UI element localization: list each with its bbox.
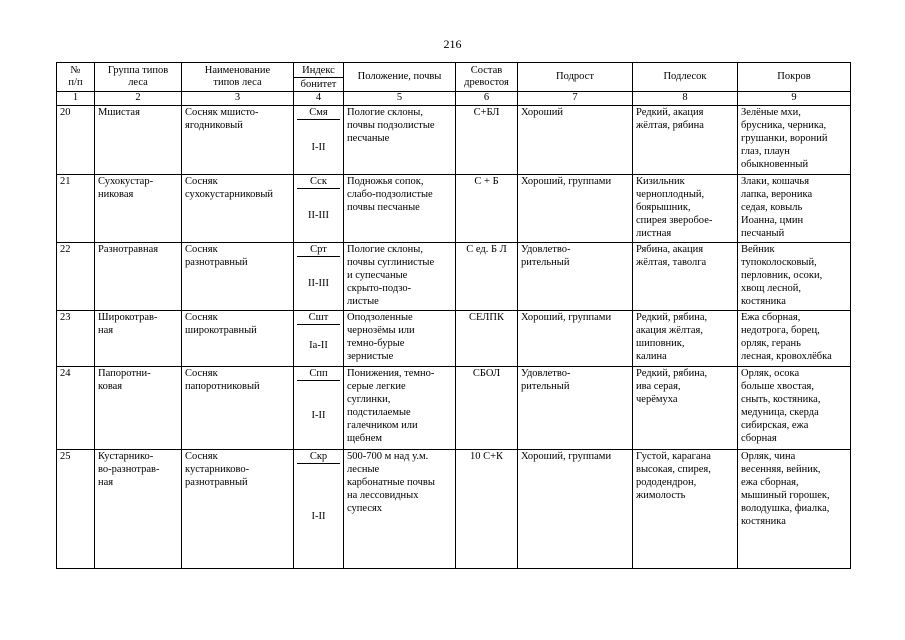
column-number: 3 (182, 92, 294, 106)
composition-cell: С + Б (456, 175, 518, 243)
index-bonitet-cell (294, 367, 344, 450)
underwood-cell: Редкий, рябина, ива серая, черёмуха (633, 367, 738, 450)
table-header-row (57, 63, 851, 92)
undergrowth-cell: Удовлетво- рительный (518, 367, 633, 450)
index-bonitet-cell (294, 311, 344, 367)
header-bonitet: бонитет (294, 77, 343, 91)
header-composition: Состав древостоя (456, 63, 518, 92)
column-number: 4 (294, 92, 344, 106)
header-group: Группа типов леса (95, 63, 182, 92)
composition-cell: С ед. Б Л (456, 243, 518, 311)
forest-types-table (56, 62, 851, 569)
row-number: 20 (57, 106, 95, 175)
bonitet-value: I-II (311, 510, 326, 522)
position-soils-cell: Оподзоленные чернозёмы или темно-бурые зернистые (344, 311, 456, 367)
forest-type-name-cell: Сосняк кустарниково- разнотравный (182, 450, 294, 569)
undergrowth-cell: Хороший, группами (518, 450, 633, 569)
undergrowth-cell: Хороший, группами (518, 175, 633, 243)
composition-cell: СБОЛ (456, 367, 518, 450)
index-bonitet-cell (294, 450, 344, 569)
index-code: Смя (297, 106, 340, 120)
page-number: 216 (443, 37, 462, 51)
header-underwood: Подлесок (633, 63, 738, 92)
underwood-cell: Редкий, рябина, акация жёлтая, шиповник, калина (633, 311, 738, 367)
index-bonitet-cell (294, 106, 344, 175)
row-number: 23 (57, 311, 95, 367)
table-row (57, 243, 851, 311)
undergrowth-cell: Хороший (518, 106, 633, 175)
column-number: 1 (57, 92, 95, 106)
column-number-row (57, 92, 851, 106)
index-bonitet-cell (294, 243, 344, 311)
forest-group-cell: Разнотравная (95, 243, 182, 311)
cover-cell: Орляк, осока больше хвостая, сныть, костяника, медуница, скерда сибирская, ежа сборная (738, 367, 851, 450)
index-code: Сск (297, 175, 340, 189)
underwood-cell: Рябина, акация жёлтая, таволга (633, 243, 738, 311)
composition-cell: С+БЛ (456, 106, 518, 175)
forest-type-name-cell: Сосняк мшисто- ягодниковый (182, 106, 294, 175)
cover-cell: Ежа сборная, недотрога, борец, орляк, герань лесная, кровохлёбка (738, 311, 851, 367)
index-code: Спп (297, 367, 340, 381)
header-cover: Покров (738, 63, 851, 92)
row-number: 22 (57, 243, 95, 311)
header-number: № п/п (57, 63, 95, 92)
cover-cell: Злаки, кошачья лапка, вероника седая, ковыль Иоанна, цмин песчаный (738, 175, 851, 243)
cover-cell: Вейник тупоколосковый, перловник, осоки, хвощ лесной, костяника (738, 243, 851, 311)
position-soils-cell: Понижения, темно- серые легкие суглинки, подстилаемые галечником или щебнем (344, 367, 456, 450)
header-undergrowth: Подрост (518, 63, 633, 92)
header-forest-type-name: Наименование типов леса (182, 63, 294, 92)
table-row (57, 450, 851, 569)
forest-group-cell: Мшистая (95, 106, 182, 175)
column-number: 7 (518, 92, 633, 106)
column-number: 2 (95, 92, 182, 106)
column-number: 8 (633, 92, 738, 106)
table-row (57, 106, 851, 175)
index-code: Срт (297, 243, 340, 257)
bonitet-value: II-III (308, 210, 329, 221)
header-index-bonitet (294, 63, 344, 92)
cover-cell: Орляк, чина весенняя, вейник, ежа сборная, мышиный горошек, володушка, фиалка, костяника (738, 450, 851, 569)
forest-group-cell: Кустарнико- во-разнотрав- ная (95, 450, 182, 569)
forest-type-name-cell: Сосняк папоротниковый (182, 367, 294, 450)
index-code: Скр (297, 450, 340, 464)
bonitet-value: II-III (308, 278, 329, 289)
header-index: Индекс (302, 64, 335, 76)
table-row (57, 311, 851, 367)
forest-group-cell: Папоротни- ковая (95, 367, 182, 450)
forest-group-cell: Широкотрав- ная (95, 311, 182, 367)
position-soils-cell: Пологие склоны, почвы суглинистые и супесчаные скрыто-подзо- листые (344, 243, 456, 311)
cover-cell: Зелёные мхи, брусника, черника, грушанки, вороний глаз, плаун обыкновенный (738, 106, 851, 175)
composition-cell: СЕЛПК (456, 311, 518, 367)
row-number: 21 (57, 175, 95, 243)
row-number: 25 (57, 450, 95, 569)
forest-type-name-cell: Сосняк широкотравный (182, 311, 294, 367)
composition-cell: 10 С+К (456, 450, 518, 569)
underwood-cell: Редкий, акация жёлтая, рябина (633, 106, 738, 175)
underwood-cell: Густой, карагана высокая, спирея, рододендрон, жимолость (633, 450, 738, 569)
index-bonitet-cell (294, 175, 344, 243)
row-number: 24 (57, 367, 95, 450)
position-soils-cell: Подножья сопок, слабо-подзолистые почвы песчаные (344, 175, 456, 243)
column-number: 9 (738, 92, 851, 106)
forest-type-name-cell: Сосняк разнотравный (182, 243, 294, 311)
position-soils-cell: Пологие склоны, почвы подзолистые песчаные (344, 106, 456, 175)
undergrowth-cell: Удовлетво- рительный (518, 243, 633, 311)
bonitet-value: Ia-II (309, 340, 328, 351)
table-row (57, 367, 851, 450)
forest-type-name-cell: Сосняк сухокустарниковый (182, 175, 294, 243)
index-code: Сшт (297, 311, 340, 325)
table-row (57, 175, 851, 243)
forest-group-cell: Сухокустар- никовая (95, 175, 182, 243)
header-position-soils: Положение, почвы (344, 63, 456, 92)
position-soils-cell: 500-700 м над у.м. лесные карбонатные почвы на лессовидных супесях (344, 450, 456, 569)
underwood-cell: Кизильник черноплодный, боярышник, спирея зверобое- листная (633, 175, 738, 243)
column-number: 5 (344, 92, 456, 106)
bonitet-value: I-II (311, 409, 326, 421)
column-number: 6 (456, 92, 518, 106)
undergrowth-cell: Хороший, группами (518, 311, 633, 367)
bonitet-value: I-II (311, 141, 326, 153)
